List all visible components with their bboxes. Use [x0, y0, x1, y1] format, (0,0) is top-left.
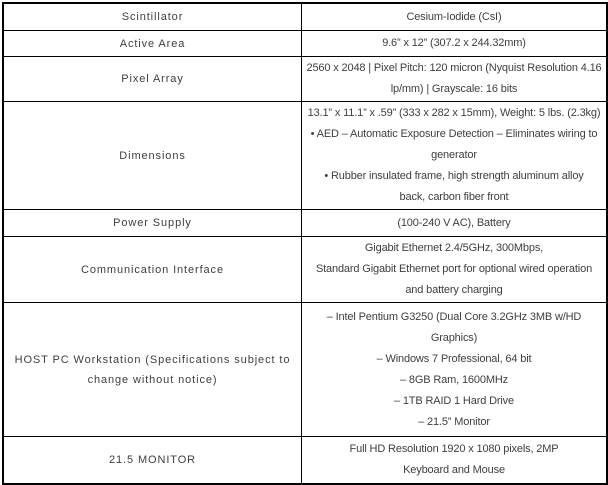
spec-label-active-area: Active Area: [3, 31, 302, 57]
spec-value-power-supply: (100-240 V AC), Battery: [302, 210, 608, 237]
table-row-pixel-array: [3, 57, 607, 102]
table-row-monitor: [3, 437, 607, 485]
spec-value-host-pc-workstation: – Intel Pentium G3250 (Dual Core 3.2GHz 3MB w/HD Graphics) – Windows 7 Professional, 64 bit – 8GB Ram, 1600MHz – 1TB RAID 1 Hard Drive – 21.5” Monitor: [302, 303, 608, 437]
spec-label-dimensions: Dimensions: [3, 102, 302, 210]
spec-label-pixel-array: Pixel Array: [3, 57, 302, 102]
spec-label-communication-interface: Communication Interface: [3, 237, 302, 303]
spec-label-monitor: 21.5 MONITOR: [3, 437, 302, 485]
table-row-host-pc-workstation: [3, 303, 607, 437]
table-row-active-area: [3, 31, 607, 57]
table-row-dimensions: [3, 102, 607, 210]
spec-value-monitor: Full HD Resolution 1920 x 1080 pixels, 2MP Keyboard and Mouse: [302, 437, 608, 485]
specification-table: [2, 2, 608, 485]
spec-value-scintillator: Cesium-Iodide (CsI): [302, 3, 608, 31]
spec-label-host-pc-workstation: HOST PC Workstation (Specifications subject to change without notice): [3, 303, 302, 437]
table-row-power-supply: [3, 210, 607, 237]
table-row-scintillator: [3, 3, 607, 31]
table-row-communication-interface: [3, 237, 607, 303]
spec-value-pixel-array: 2560 x 2048 | Pixel Pitch: 120 micron (Nyquist Resolution 4.16 lp/mm) | Grayscale: 16 bits: [302, 57, 608, 102]
spec-value-dimensions: 13.1” x 11.1” x .59” (333 x 282 x 15mm), Weight: 5 lbs. (2.3kg) • AED – Automatic Exposure Detection – Eliminates wiring to generator • Rubber insulated frame, high strength aluminum alloy back, carbon fiber front: [302, 102, 608, 210]
spec-value-active-area: 9.6” x 12” (307.2 x 244.32mm): [302, 31, 608, 57]
spec-label-scintillator: Scintillator: [3, 3, 302, 31]
spec-value-communication-interface: Gigabit Ethernet 2.4/5GHz, 300Mbps, Standard Gigabit Ethernet port for optional wired operation and battery charging: [302, 237, 608, 303]
spec-label-power-supply: Power Supply: [3, 210, 302, 237]
